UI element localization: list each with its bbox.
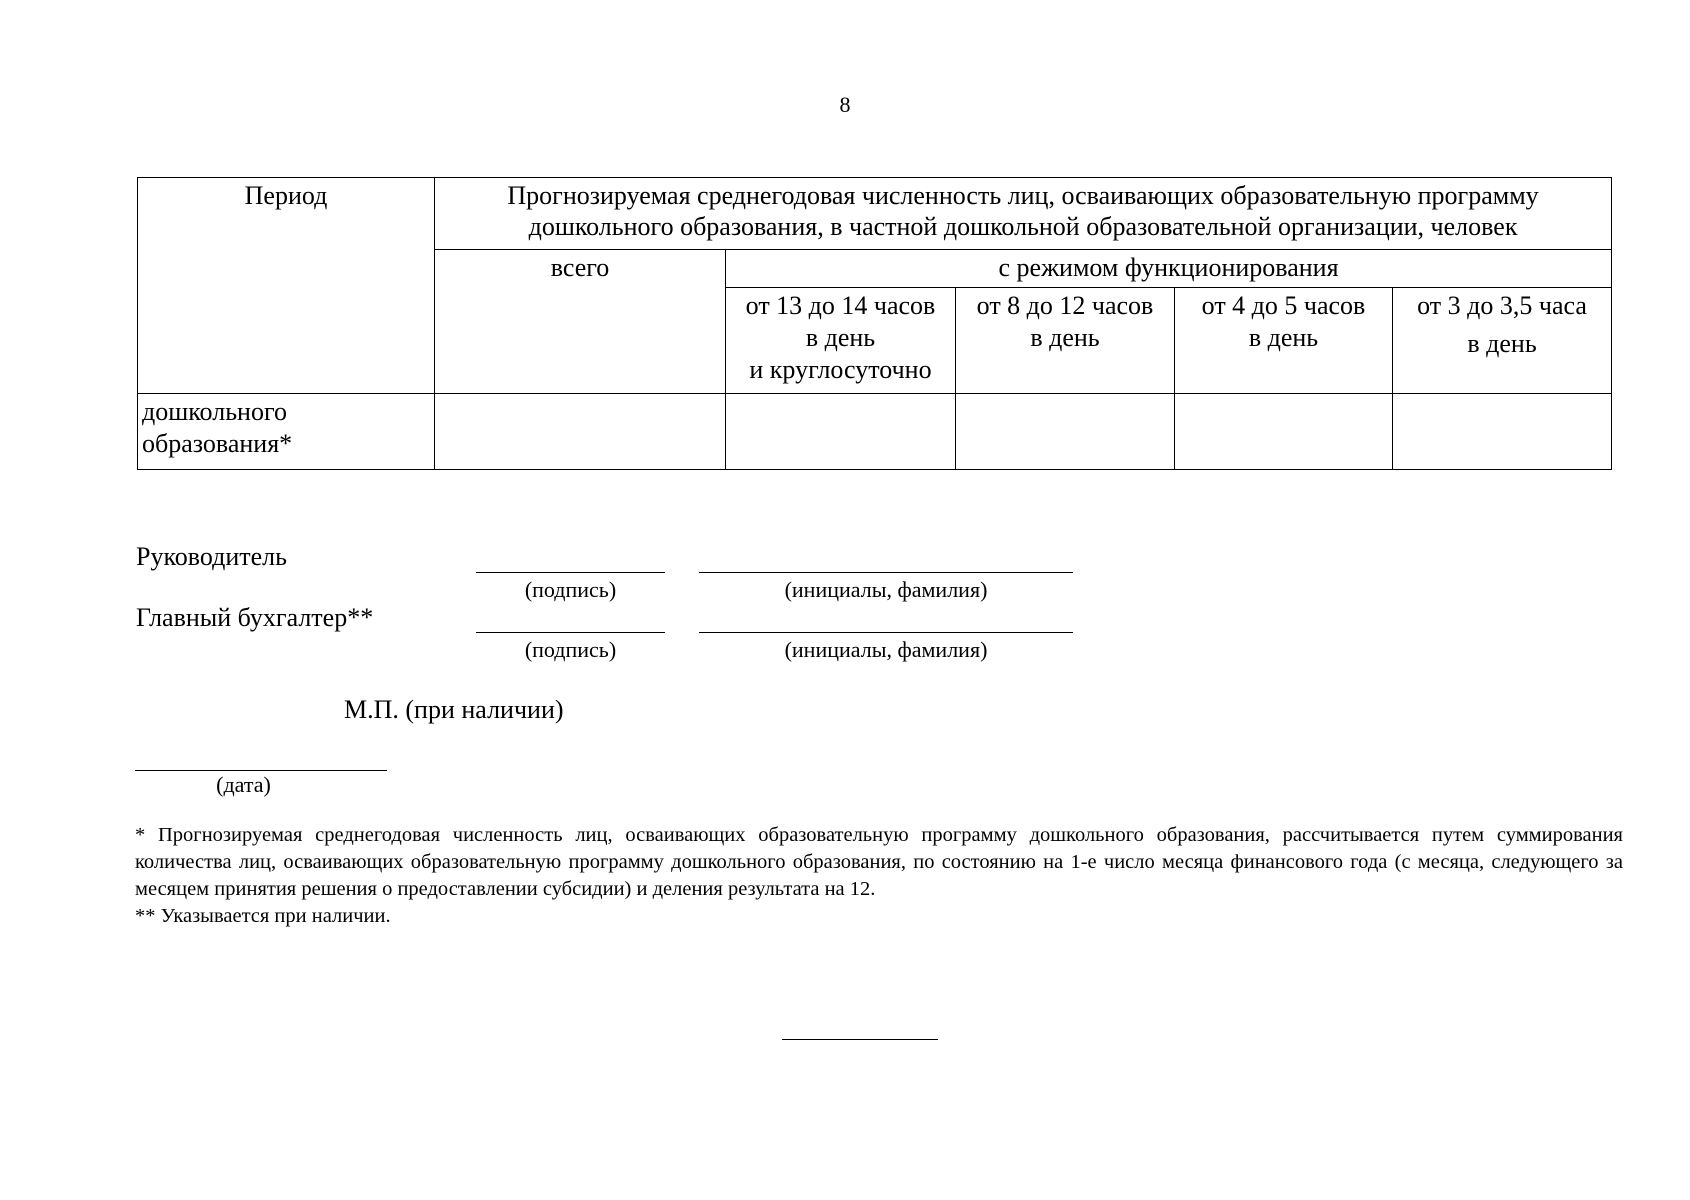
stamp-label: М.П. (при наличии)	[344, 695, 564, 724]
header-period: Период	[138, 178, 435, 394]
row-label-line1: дошкольного	[142, 397, 287, 426]
mode-3-line2: в день	[1248, 323, 1319, 352]
head-label: Руководитель	[136, 542, 287, 571]
mode-2-line2: в день	[1030, 323, 1100, 352]
row-label	[138, 394, 435, 470]
mode-2-line1: от 8 до 12 часов	[976, 291, 1154, 320]
header-main: Прогнозируемая среднегодовая численность лиц, осваивающих образовательную программу дошкольного образования, в частной дошкольной образовательной организации, человек	[435, 178, 1612, 250]
mode-header-3	[1175, 288, 1393, 394]
mode-header-2	[956, 288, 1175, 394]
mode-4-line1: от 3 до 3,5 часа	[1417, 291, 1587, 320]
date-caption: (дата)	[216, 772, 271, 797]
header-mode: с режимом функционирования	[726, 250, 1612, 288]
end-rule	[782, 1039, 938, 1040]
cell-mode-2[interactable]	[956, 394, 1175, 470]
cell-mode-3[interactable]	[1175, 394, 1393, 470]
date-line[interactable]	[135, 770, 387, 771]
head-name-line[interactable]	[699, 572, 1073, 573]
cell-mode-1[interactable]	[726, 394, 956, 470]
page-number: 8	[839, 92, 851, 117]
mode-1-line1: от 13 до 14 часов	[745, 291, 936, 320]
accountant-signature-line[interactable]	[476, 632, 665, 633]
head-signature-caption: (подпись)	[524, 577, 617, 602]
mode-header-4	[1393, 288, 1612, 394]
footnote-2: ** Указывается при наличии.	[135, 905, 391, 927]
head-name-caption: (инициалы, фамилия)	[784, 577, 988, 602]
row-label-line2: образования*	[142, 429, 293, 458]
mode-header-1	[726, 288, 956, 394]
mode-1-line3: и круглосуточно	[749, 355, 932, 384]
cell-mode-4[interactable]	[1393, 394, 1612, 470]
accountant-name-line[interactable]	[699, 632, 1073, 633]
footnotes	[135, 822, 1623, 930]
accountant-name-caption: (инициалы, фамилия)	[784, 637, 988, 662]
mode-1-line2: в день	[805, 323, 876, 352]
subsidy-forecast-table	[137, 177, 1612, 470]
footnote-1: * Прогнозируемая среднегодовая численность лиц, осваивающих образовательную программу дошкольного образования, рассчитывается путем суммирования количества лиц, осваивающих образовательную программу дошкольного образования, по состоянию на 1-е число месяца финансового года (с месяца, следующего за месяцем принятия решения о предоставлении субсидии) и деления результата на 12.	[135, 824, 1623, 900]
accountant-label: Главный бухгалтер**	[136, 603, 374, 632]
header-total: всего	[435, 250, 726, 394]
accountant-signature-caption: (подпись)	[524, 637, 617, 662]
head-signature-line[interactable]	[476, 572, 665, 573]
cell-total[interactable]	[435, 394, 726, 470]
mode-3-line1: от 4 до 5 часов	[1201, 291, 1366, 320]
mode-4-line2: в день	[1467, 329, 1537, 358]
